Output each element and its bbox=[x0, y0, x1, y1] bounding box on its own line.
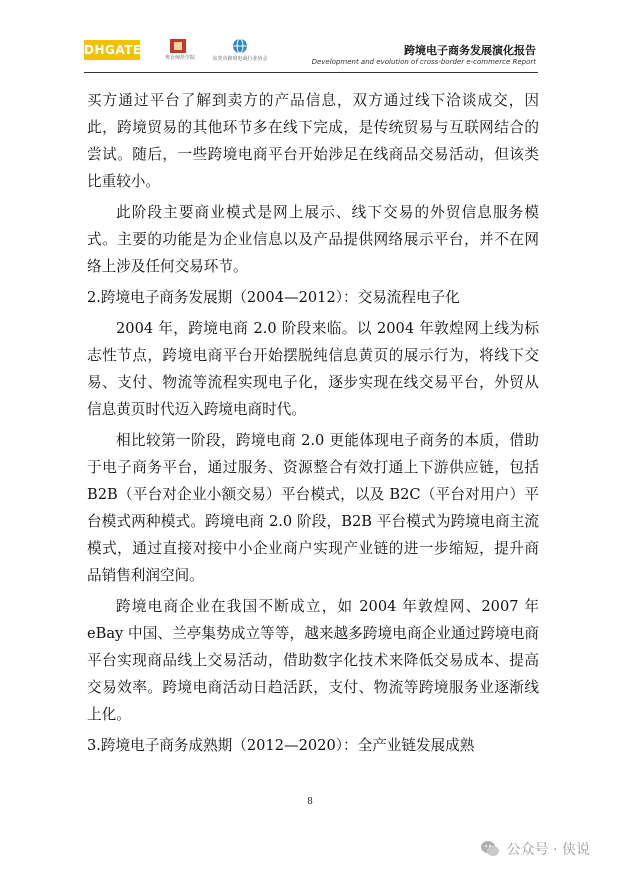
school-logo-caption: 粤北师范学院 bbox=[164, 55, 195, 61]
page-number: 8 bbox=[307, 797, 313, 807]
association-logo bbox=[208, 38, 272, 64]
globe-icon bbox=[232, 38, 248, 54]
school-emblem-icon bbox=[168, 38, 188, 54]
report-subtitle: Development and evolution of cross-border e-commerce Report bbox=[311, 58, 536, 66]
paragraph: 跨境电商企业在我国不断成立，如 2004 年敦煌网、2007 年 eBay 中国、兰亭集势成立等等，越来越多跨境电商企业通过跨境电商平台实现商品线上交易活动，借助数字化技术来降低交易成本、提高交易效率。跨境电商活动日趋活跃，支付、物流等跨境服务业逐渐线上化。 bbox=[87, 598, 539, 723]
association-logo-caption: 东莞市跨境电商行业协会 bbox=[212, 56, 268, 62]
paragraph: 2004 年，跨境电商 2.0 阶段来临。以 2004 年敦煌网上线为标志性节点，跨境电商平台开始摆脱纯信息黄页的展示行为，将线下交易、支付、物流等流程实现电子化，逐步实现在线交易平台，外贸从信息黄页时代迈入跨境电商时代。 bbox=[87, 320, 539, 418]
dhgate-logo: DHGATE bbox=[84, 40, 140, 60]
document-body bbox=[87, 87, 539, 763]
paragraph: 此阶段主要商业模式是网上展示、线下交易的外贸信息服务模式。主要的功能是为企业信息以及产品提供网络展示平台，并不在网络上涉及任何交易环节。 bbox=[87, 204, 539, 275]
page-header bbox=[0, 0, 620, 76]
watermark bbox=[479, 838, 590, 860]
paragraph: 相比较第一阶段，跨境电商 2.0 更能体现电子商务的本质，借助于电子商务平台，通过服务、资源整合有效打通上下游供应链，包括 B2B（平台对企业小额交易）平台模式，以及 B2C（平台对用户）平台模式两种模式。跨境电商 2.0 阶段，B2B 平台模式为跨境电商主流模式，通过直接对接中小企业商户实现产业链的进一步缩短，提升商品销售利润空间。 bbox=[87, 432, 539, 584]
section-heading: 3.跨境电子商务成熟期（2012—2020）：全产业链发展成熟 bbox=[87, 737, 475, 754]
header-divider bbox=[84, 72, 538, 73]
watermark-text: 公众号 · 侠说 bbox=[506, 842, 590, 858]
school-logo bbox=[148, 38, 212, 64]
section-heading: 2.跨境电子商务发展期（2004—2012）：交易流程电子化 bbox=[87, 289, 460, 306]
report-title: 跨境电子商务发展演化报告 bbox=[404, 44, 536, 57]
wechat-icon bbox=[479, 838, 501, 860]
paragraph: 买方通过平台了解到卖方的产品信息，双方通过线下洽谈成交，因此，跨境贸易的其他环节多在线下完成，是传统贸易与互联网结合的尝试。随后，一些跨境电商平台开始涉足在线商品交易活动，但该类比重较小。 bbox=[87, 92, 539, 190]
